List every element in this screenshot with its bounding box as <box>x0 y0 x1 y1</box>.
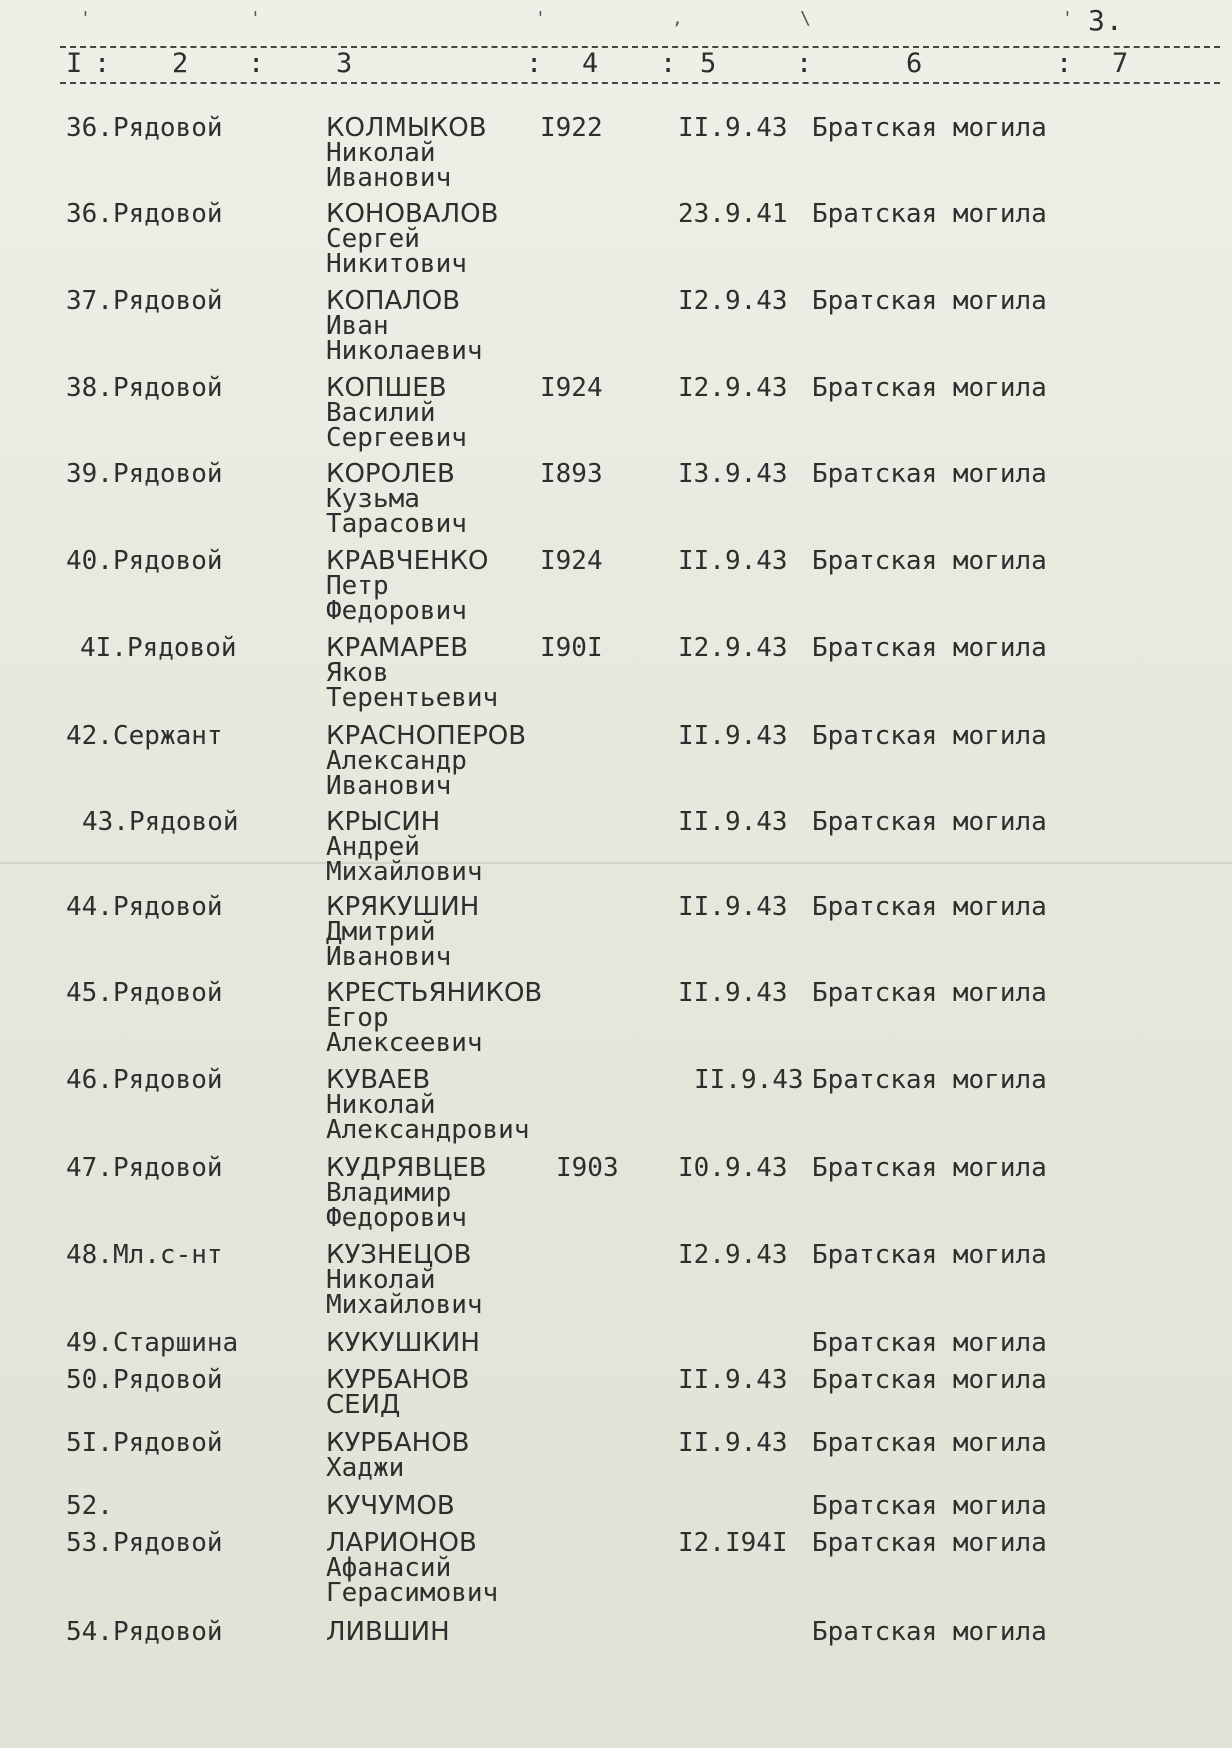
column-separator: : <box>94 48 111 79</box>
surname: ЛАРИОНОВ <box>326 1528 477 1558</box>
given-name: Иван <box>326 311 389 341</box>
number-rank: 43.Рядовой <box>82 807 239 837</box>
birth-year: I893 <box>540 459 603 489</box>
column-number: I <box>66 48 83 79</box>
surname: КУВАЕВ <box>326 1065 431 1095</box>
full-name <box>326 892 480 972</box>
burial-place: Братская могила <box>812 373 1047 403</box>
surname: ЛИВШИН <box>326 1617 450 1647</box>
burial-place: Братская могила <box>812 892 1047 922</box>
burial-place: Братская могила <box>812 1365 1047 1395</box>
birth-year: I922 <box>540 113 603 143</box>
full-name <box>326 633 499 713</box>
patronymic: Терентьевич <box>326 683 499 713</box>
number-rank: 36.Рядовой <box>66 113 223 143</box>
death-date: II.9.43 <box>678 721 788 751</box>
burial-place: Братская могила <box>812 807 1047 837</box>
given-name: Николай <box>326 138 436 168</box>
column-separator: : <box>248 48 265 79</box>
full-name <box>326 807 483 887</box>
death-date: I2.9.43 <box>678 633 788 663</box>
full-name <box>326 1491 455 1521</box>
header-top-rule <box>60 46 1220 48</box>
full-name <box>326 1528 499 1608</box>
surname: КУРБАНОВ <box>326 1428 470 1458</box>
death-date: I2.9.43 <box>678 286 788 316</box>
number-rank: 36.Рядовой <box>66 199 223 229</box>
tick-mark: ' <box>535 8 546 29</box>
number-rank: 38.Рядовой <box>66 373 223 403</box>
full-name <box>326 286 483 366</box>
number-rank: 49.Старшина <box>66 1328 239 1358</box>
death-date: II.9.43 <box>678 113 788 143</box>
patronymic: Николаевич <box>326 336 483 366</box>
burial-place: Братская могила <box>812 113 1047 143</box>
burial-place: Братская могила <box>812 286 1047 316</box>
surname: КРАСНОПЕРОВ <box>326 721 527 751</box>
burial-place: Братская могила <box>812 459 1047 489</box>
full-name <box>326 721 527 801</box>
patronymic: Федорович <box>326 596 467 626</box>
given-name: Василий <box>326 398 436 428</box>
number-rank: 54.Рядовой <box>66 1617 223 1647</box>
patronymic: Александрович <box>326 1115 530 1145</box>
death-date: II.9.43 <box>678 978 788 1008</box>
number-rank: 37.Рядовой <box>66 286 223 316</box>
number-rank: 46.Рядовой <box>66 1065 223 1095</box>
patronymic: Тарасович <box>326 509 467 539</box>
tick-mark: , <box>672 8 683 29</box>
surname: КОНОВАЛОВ <box>326 199 499 229</box>
number-rank: 5I.Рядовой <box>66 1428 223 1458</box>
burial-place: Братская могила <box>812 1428 1047 1458</box>
surname: КРЯКУШИН <box>326 892 480 922</box>
given-name: Яков <box>326 658 389 688</box>
patronymic: Федорович <box>326 1203 467 1233</box>
death-date: II.9.43 <box>678 807 788 837</box>
burial-place: Братская могила <box>812 1328 1047 1358</box>
burial-place: Братская могила <box>812 633 1047 663</box>
surname: КОРОЛЕВ <box>326 459 455 489</box>
tick-mark: ' <box>250 8 261 29</box>
column-number: 7 <box>1112 48 1129 79</box>
header-bottom-rule <box>60 82 1220 84</box>
paper-fold <box>0 862 1232 864</box>
number-rank: 42.Сержант <box>66 721 223 751</box>
burial-place: Братская могила <box>812 199 1047 229</box>
full-name <box>326 1428 470 1483</box>
given-name: Хаджи <box>326 1453 405 1483</box>
full-name <box>326 1153 487 1233</box>
patronymic: Герасимович <box>326 1578 499 1608</box>
death-date: II.9.43 <box>694 1065 804 1095</box>
surname: КОПАЛОВ <box>326 286 461 316</box>
death-date: I2.9.43 <box>678 1240 788 1270</box>
death-date: I3.9.43 <box>678 459 788 489</box>
full-name <box>326 1065 530 1145</box>
surname: КРЫСИН <box>326 807 441 837</box>
surname: КРАМАРЕВ <box>326 633 469 663</box>
given-name: Кузьма <box>326 484 420 514</box>
death-date: II.9.43 <box>678 1428 788 1458</box>
death-date: I2.9.43 <box>678 373 788 403</box>
number-rank: 53.Рядовой <box>66 1528 223 1558</box>
column-separator: : <box>1056 48 1073 79</box>
birth-year: I924 <box>540 373 603 403</box>
surname: КУЗНЕЦОВ <box>326 1240 472 1270</box>
table-header <box>60 30 1220 90</box>
burial-place: Братская могила <box>812 1240 1047 1270</box>
column-number: 6 <box>906 48 923 79</box>
patronymic: Сергеевич <box>326 423 467 453</box>
full-name <box>326 1617 450 1647</box>
patronymic: Алексеевич <box>326 1028 483 1058</box>
given-name: Николай <box>326 1090 436 1120</box>
burial-place: Братская могила <box>812 1491 1047 1521</box>
surname: КУКУШКИН <box>326 1328 480 1358</box>
column-separator: : <box>526 48 543 79</box>
full-name <box>326 199 499 279</box>
given-name: Александр <box>326 746 467 776</box>
given-name: Андрей <box>326 832 420 862</box>
birth-year: I90I <box>540 633 603 663</box>
birth-year: I903 <box>556 1153 619 1183</box>
given-name: Егор <box>326 1003 389 1033</box>
patronymic: Иванович <box>326 942 452 972</box>
tick-mark: ' <box>80 8 91 29</box>
tick-mark: \ <box>800 8 811 29</box>
column-separator: : <box>796 48 813 79</box>
tick-mark: ' <box>1062 8 1073 29</box>
full-name <box>326 1365 470 1420</box>
given-name: Петр <box>326 571 389 601</box>
death-date: 23.9.41 <box>678 199 788 229</box>
given-name: СЕИД <box>326 1390 401 1420</box>
full-name <box>326 1328 480 1358</box>
surname: КУРБАНОВ <box>326 1365 470 1395</box>
page-number: 3. <box>1088 4 1124 37</box>
number-rank: 4I.Рядовой <box>80 633 237 663</box>
number-rank: 50.Рядовой <box>66 1365 223 1395</box>
number-rank: 45.Рядовой <box>66 978 223 1008</box>
burial-place: Братская могила <box>812 1528 1047 1558</box>
full-name <box>326 459 467 539</box>
patronymic: Иванович <box>326 771 452 801</box>
full-name <box>326 978 543 1058</box>
number-rank: 40.Рядовой <box>66 546 223 576</box>
patronymic: Михайлович <box>326 1290 483 1320</box>
column-number: 4 <box>582 48 599 79</box>
full-name <box>326 546 489 626</box>
column-number: 3 <box>336 48 353 79</box>
full-name <box>326 1240 483 1320</box>
burial-place: Братская могила <box>812 1617 1047 1647</box>
birth-year: I924 <box>540 546 603 576</box>
burial-place: Братская могила <box>812 1065 1047 1095</box>
given-name: Николай <box>326 1265 436 1295</box>
surname: КОПШЕВ <box>326 373 447 403</box>
number-rank: 47.Рядовой <box>66 1153 223 1183</box>
number-rank: 44.Рядовой <box>66 892 223 922</box>
column-number: 5 <box>700 48 717 79</box>
death-date: II.9.43 <box>678 1365 788 1395</box>
death-date: II.9.43 <box>678 892 788 922</box>
burial-place: Братская могила <box>812 978 1047 1008</box>
given-name: Дмитрий <box>326 917 436 947</box>
patronymic: Михайлович <box>326 857 483 887</box>
burial-place: Братская могила <box>812 546 1047 576</box>
burial-place: Братская могила <box>812 721 1047 751</box>
patronymic: Никитович <box>326 249 467 279</box>
death-date: I0.9.43 <box>678 1153 788 1183</box>
full-name <box>326 113 487 193</box>
full-name <box>326 373 467 453</box>
burial-place: Братская могила <box>812 1153 1047 1183</box>
surname: КРЕСТЬЯНИКОВ <box>326 978 543 1008</box>
surname: КУДРЯВЦЕВ <box>326 1153 487 1183</box>
column-separator: : <box>660 48 677 79</box>
surname: КОЛМЫКОВ <box>326 113 487 143</box>
column-number: 2 <box>172 48 189 79</box>
given-name: Афанасий <box>326 1553 452 1583</box>
number-rank: 39.Рядовой <box>66 459 223 489</box>
surname: КУЧУМОВ <box>326 1491 455 1521</box>
surname: КРАВЧЕНКО <box>326 546 489 576</box>
given-name: Владимир <box>326 1178 452 1208</box>
death-date: I2.I94I <box>678 1528 788 1558</box>
patronymic: Иванович <box>326 163 452 193</box>
given-name: Сергей <box>326 224 420 254</box>
number-rank: 48.Мл.с-нт <box>66 1240 223 1270</box>
death-date: II.9.43 <box>678 546 788 576</box>
number-rank: 52. <box>66 1491 113 1521</box>
